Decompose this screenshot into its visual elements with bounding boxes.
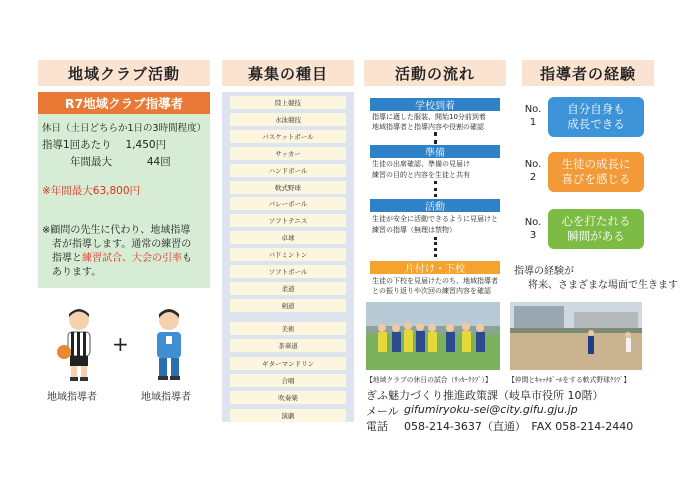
club-note-2: 者が指導します。通常の練習の [52,239,192,250]
experience-box-3-line2: 瞬間がある [567,229,625,243]
flow-step-prepare: 準備 [370,145,500,158]
experience-summary-1: 指導の経験が [514,266,574,277]
culture-item: 茶華道 [230,339,346,352]
flow-connector [434,181,440,197]
referee-person-icon [55,306,103,382]
header-flow: 活動の流れ [364,60,506,86]
sport-item: 剣道 [230,299,346,312]
photo-caption-1: 【地域クラブの休日の試合（ｻｯｶｰｸﾗﾌﾞ）】 [366,376,492,384]
sport-item: バレーボール [230,197,346,210]
plus-sign: + [112,332,129,356]
experience-box-1-line2: 成長できる [567,117,625,131]
contact-mail-label: メール [366,405,399,418]
flow-step-arrival-text-2: 地域指導者と指導内容や役割の確認 [372,123,484,131]
club-title: R7地域クラブ指導者 [38,92,210,114]
experience-box-3 [548,209,644,249]
culture-item: 吹奏楽 [230,391,346,404]
experience-box-3-line1: 心を打たれる [561,214,631,228]
flow-connector [434,132,440,144]
flow-step-cleanup-text-1: 生徒の下校を見届けたのち、地域指導者 [372,277,498,285]
sport-item: 卓球 [230,231,346,244]
flow-step-cleanup-text-2: との振り返りや次回の練習内容を確認 [372,287,491,295]
photo-caption-2: 【仲間とｷｬｯﾁﾎﾞｰﾙをする軟式野球ｸﾗﾌﾞ】 [508,376,631,384]
sport-item: 陸上競技 [230,96,346,109]
sport-item: ソフトボール [230,265,346,278]
header-recruit: 募集の種目 [222,60,354,86]
sport-item: バドミントン [230,248,346,261]
experience-box-2 [548,152,644,192]
sport-item: ソフトテニス [230,214,346,227]
club-note-1: ※顧問の先生に代わり、地域指導 [42,225,191,236]
flow-step-activity-text-2: 練習の指導（無理は禁物） [372,226,456,234]
flow-step-arrival-text-1: 指導に適した服装、開始10分前到着 [372,113,486,121]
club-note-3-red: 練習試合、大会の引率 [82,253,182,264]
sport-item: 軟式野球 [230,181,346,194]
flow-step-activity: 活動 [370,199,500,212]
contact-tel: 058-214-3637（直通） FAX 058-214-2440 [404,420,634,433]
contact-tel-label: 電話 [366,420,388,433]
culture-item: 合唱 [230,374,346,387]
club-max-pay: ※年間最大63,800円 [42,185,141,197]
flow-step-activity-text-1: 生徒が安全に活動できるように見届けと [372,215,498,223]
experience-no-1: No. 1 [524,104,542,128]
club-note-4: あります。 [52,267,102,278]
culture-item: 演劇 [230,409,346,422]
contact-mail[interactable]: gifumiryoku-sei@city.gifu.gju.jp [404,403,578,416]
sport-item: 水泳競技 [230,113,346,126]
experience-no-3: No. 3 [524,217,542,241]
club-note-3-b: も [182,253,192,264]
club-line-3: 年間最大 44回 [70,156,171,168]
experience-no-2: No. 2 [524,159,542,183]
club-line-2: 指導1回あたり 1,450円 [42,139,167,151]
culture-item: 美術 [230,322,346,335]
coach-person-icon [147,306,191,382]
experience-box-1-line1: 自分自身も [567,102,625,116]
flow-step-prepare-text-2: 練習の目的と内容を生徒と共有 [372,171,470,179]
experience-box-1 [548,97,644,137]
flow-connector [434,237,440,257]
sport-item: サッカー [230,147,346,160]
club-line-1: 休日（土日どちらか1日の3時間程度） [42,123,207,134]
club-note-3-a: 指導と [52,253,82,264]
header-club: 地域クラブ活動 [38,60,210,86]
person2-label: 地域指導者 [141,392,191,403]
flow-step-arrival: 学校到着 [370,98,500,111]
experience-box-2-line2: 喜びを感じる [561,172,631,186]
sport-item: ハンドボール [230,164,346,177]
culture-item: ギターマンドリン [230,357,346,370]
flow-step-cleanup: 片付け・下校 [370,261,500,274]
club-note-3 [52,249,192,264]
person1-label: 地域指導者 [47,392,97,403]
soccer-match-photo [366,302,500,370]
contact-dept: ぎふ魅力づくり推進政策課（岐阜市役所 10階） [366,389,604,402]
sport-item: 柔道 [230,282,346,295]
header-experience: 指導者の経験 [522,60,654,86]
experience-summary-2: 将来、さまざまな場面で生きます [528,280,678,291]
baseball-catch-photo [510,302,642,370]
experience-box-2-line1: 生徒の成長に [561,157,631,171]
flow-step-prepare-text-1: 生徒の出席確認、準備の見届け [372,160,470,168]
sport-item: バスケットボール [230,130,346,143]
